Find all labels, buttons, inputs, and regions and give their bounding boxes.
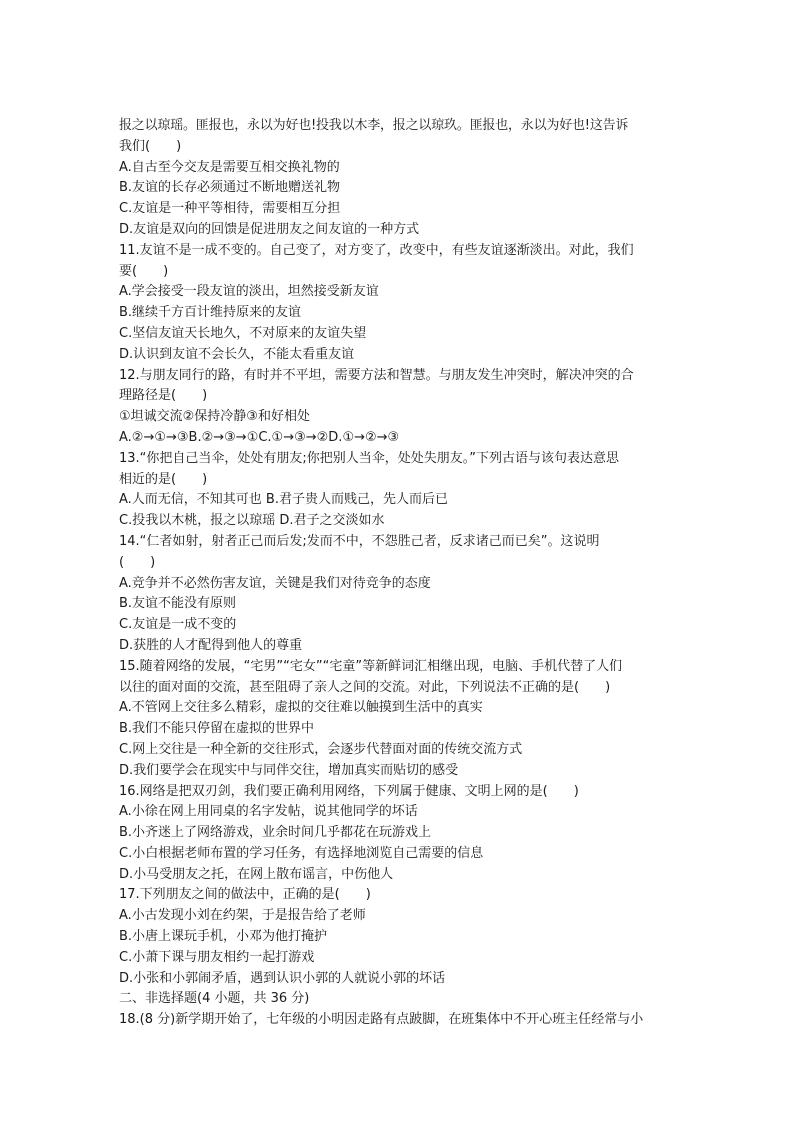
question-10-option-b: B.友谊的长存必须通过不断地赠送礼物	[119, 180, 341, 196]
question-11-option-d: D.认识到友谊不会长久，不能太看重友谊	[119, 346, 355, 362]
question-13-stem-line-2: 相近的是( )	[119, 471, 208, 487]
question-14-stem-line-1: 14.“仁者如射，射者正己而后发;发而不中，不怨胜己者，反求诸己而已矣”。这说明	[119, 533, 600, 549]
section-header-non-choice: 二、非选择题(4 小题，共 36 分)	[119, 991, 310, 1007]
question-10-stem-line-2: 我们( )	[119, 138, 182, 154]
question-16-option-b: B.小齐迷上了网络游戏，业余时间几乎都花在玩游戏上	[119, 825, 432, 841]
question-14-option-a: A.竞争并不必然伤害友谊，关键是我们对待竞争的态度	[119, 575, 431, 591]
question-15-option-d: D.我们要学会在现实中与同伴交往，增加真实而贴切的感受	[119, 762, 459, 778]
question-17-option-b: B.小唐上课玩手机，小邓为他打掩护	[119, 929, 328, 945]
question-10-stem-line-1: 报之以琼瑶。匪报也，永以为好也!投我以木李，报之以琼玖。匪报也，永以为好也!这告诉	[119, 118, 629, 133]
question-11-stem-line-1: 11.友谊不是一成不变的。自己变了，对方变了，改变中，有些友谊逐渐淡出。对此，我们	[119, 242, 634, 258]
question-18-stem-line-1: 18.(8 分)新学期开始了，七年级的小明因走路有点跛脚，在班集体中不开心班主任经常与小	[119, 1012, 644, 1028]
question-17-stem: 17.下列朋友之间的做法中，正确的是( )	[119, 887, 371, 903]
question-14-option-d: D.获胜的人才配得到他人的尊重	[119, 637, 303, 653]
question-10-option-a: A.自古至今交友是需要互相交换礼物的	[119, 159, 340, 175]
question-12-options: A.②→①→③B.②→③→①C.①→③→②D.①→②→③	[119, 429, 400, 445]
question-11-option-b: B.继续千方百计维持原来的友谊	[119, 305, 302, 321]
question-12-items: ①坦诚交流②保持冷静③和好相处	[119, 409, 310, 425]
question-15-option-c: C.网上交往是一种全新的交往形式，会逐步代替面对面的传统交流方式	[119, 741, 523, 757]
question-13-stem-line-1: 13.“你把自己当伞，处处有朋友;你把别人当伞，处处失朋友。”下列古语与该句表达意思	[119, 450, 620, 466]
question-14-option-c: C.友谊是一成不变的	[119, 617, 237, 633]
question-13-options-ab: A.人而无信，不知其可也 B.君子贵人而贱己，先人而后已	[119, 492, 448, 508]
question-11-option-c: C.坚信友谊天长地久，不对原来的友谊失望	[119, 325, 367, 341]
question-16-option-a: A.小徐在网上用同桌的名字发帖，说其他同学的坏话	[119, 804, 418, 820]
question-17-option-d: D.小张和小郭闹矛盾，遇到认识小郭的人就说小郭的坏话	[119, 970, 446, 986]
question-14-stem-line-2: ( )	[119, 554, 156, 570]
question-16-option-c: C.小白根据老师布置的学习任务，有选择地浏览自己需要的信息	[119, 845, 484, 861]
question-11-stem-line-2: 要( )	[119, 263, 169, 279]
question-15-stem-line-2: 以往的面对面的交流，甚至阻碍了亲人之间的交流。对此，下列说法不正确的是( )	[119, 679, 611, 695]
question-14-option-b: B.友谊不能没有原则	[119, 596, 237, 612]
question-10-option-c: C.友谊是一种平等相待，需要相互分担	[119, 201, 341, 217]
question-16-option-d: D.小马受朋友之托，在网上散布谣言，中伤他人	[119, 866, 394, 882]
question-16-stem: 16.网络是把双刃剑，我们要正确利用网络，下列属于健康、文明上网的是( )	[119, 783, 579, 799]
question-12-stem-line-2: 理路径是( )	[119, 388, 208, 404]
question-17-option-a: A.小古发现小刘在约架，于是报告给了老师	[119, 908, 366, 924]
question-11-option-a: A.学会接受一段友谊的淡出，坦然接受新友谊	[119, 284, 379, 300]
question-15-option-a: A.不管网上交往多么精彩，虚拟的交往难以触摸到生活中的真实	[119, 700, 483, 716]
question-15-stem-line-1: 15.随着网络的发展，“宅男”“宅女”“宅童”等新鲜词汇相继出现，电脑、手机代替了人们	[119, 658, 623, 674]
question-10-option-d: D.友谊是双向的回馈是促进朋友之间友谊的一种方式	[119, 221, 420, 237]
question-17-option-c: C.小萧下课与朋友相约一起打游戏	[119, 949, 315, 965]
document-page	[119, 116, 679, 1031]
question-12-stem-line-1: 12.与朋友同行的路，有时并不平坦，需要方法和智慧。与朋友发生冲突时，解决冲突的合	[119, 367, 634, 383]
question-13-options-cd: C.投我以木桃，报之以琼瑶 D.君子之交淡如水	[119, 513, 385, 529]
question-15-option-b: B.我们不能只停留在虚拟的世界中	[119, 721, 315, 737]
